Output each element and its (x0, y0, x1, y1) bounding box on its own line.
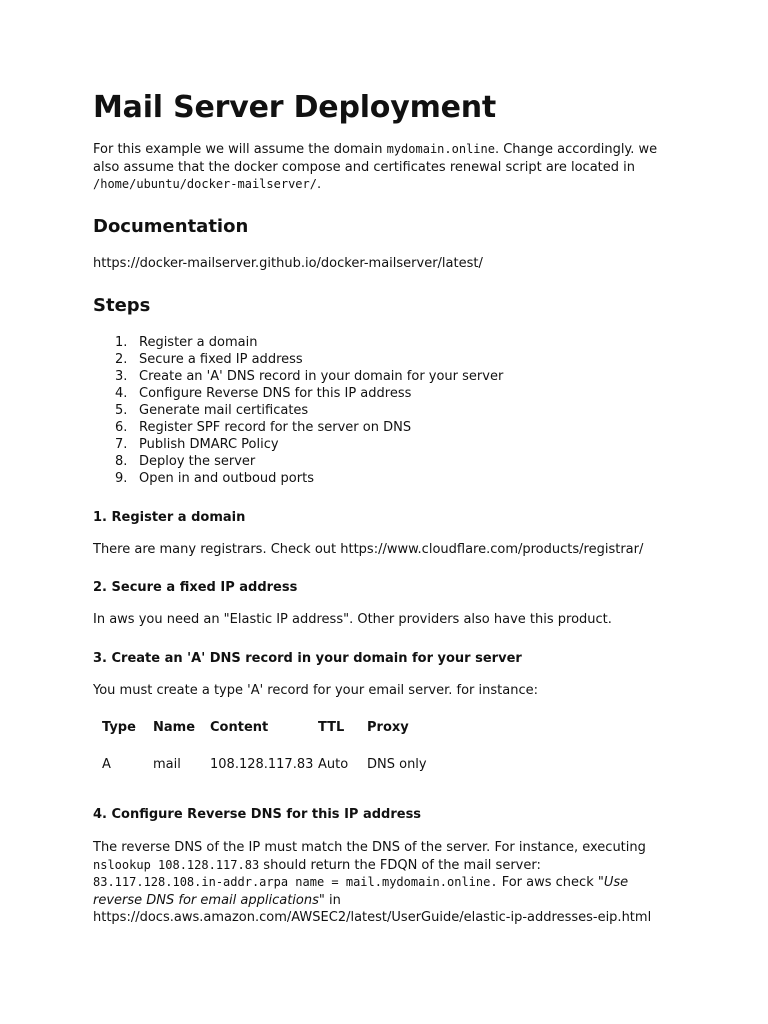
section-4-text-2: should return the FDQN of the mail server: (259, 857, 541, 873)
step-label: Publish DMARC Policy (139, 437, 279, 452)
step-number: 4. (115, 386, 128, 401)
intro-text-1: For this example we will assume the domain (93, 142, 387, 157)
table-row (93, 742, 447, 786)
intro-text-3: . (316, 177, 322, 192)
step-label: Open in and outboud ports (139, 471, 314, 486)
cell-ttl: Auto (318, 756, 349, 772)
cell-name: mail (153, 756, 181, 772)
section-4-result-code: 83.117.128.108.in-addr.arpa name = mail.mydomain.online. (93, 875, 498, 889)
step-number: 7. (115, 437, 128, 452)
documentation-url: https://docker-mailserver.github.io/docker-mailserver/latest/ (93, 256, 483, 271)
cell-type: A (102, 756, 111, 772)
list-item (115, 436, 659, 453)
step-label: Create an 'A' DNS record in your domain for your server (139, 369, 504, 384)
step-number: 8. (115, 454, 128, 469)
step-label: Register SPF record for the server on DNS (139, 420, 412, 435)
column-header-name: Name (153, 719, 196, 735)
step-number: 2. (115, 352, 128, 367)
section-3-heading: 3. Create an 'A' DNS record in your domain for your server (93, 651, 522, 666)
section-4-paragraph (93, 839, 668, 927)
list-item (115, 351, 659, 368)
section-1-text: There are many registrars. Check out https://www.cloudflare.com/products/registrar/ (93, 542, 644, 557)
section-4-text-1: The reverse DNS of the IP must match the DNS of the server. For instance, executing (93, 840, 646, 855)
section-1-heading: 1. Register a domain (93, 510, 246, 525)
step-number: 9. (115, 471, 128, 486)
intro-path-code: /home/ubuntu/docker-mailserver/ (93, 177, 317, 191)
intro-domain-code: mydomain.online (386, 142, 495, 156)
step-label: Generate mail certificates (139, 403, 309, 418)
list-item (115, 453, 659, 470)
step-number: 3. (115, 369, 128, 384)
section-4-text-4: " in https://docs.aws.amazon.com/AWSEC2/latest/UserGuide/elastic-ip-addresses-eip.html (93, 892, 652, 925)
step-label: Deploy the server (139, 454, 256, 469)
section-4-emphasis: Use reverse DNS for email applications (93, 875, 629, 908)
column-header-ttl: TTL (318, 719, 345, 735)
section-4-text-3: For aws check " (497, 875, 604, 890)
section-2-text: In aws you need an "Elastic IP address". Other providers also have this product. (93, 612, 612, 627)
step-label: Configure Reverse DNS for this IP address (139, 386, 412, 401)
section-3-text: You must create a type 'A' record for your email server. for instance: (93, 683, 538, 698)
cell-content: 108.128.117.83 (210, 756, 314, 772)
column-header-type: Type (102, 719, 136, 735)
step-label: Register a domain (139, 335, 258, 350)
documentation-heading: Documentation (93, 216, 249, 237)
steps-list (93, 334, 659, 487)
list-item (115, 385, 659, 402)
column-header-content: Content (210, 719, 269, 735)
steps-heading: Steps (93, 295, 151, 316)
intro-paragraph (93, 141, 668, 194)
dns-record-table (93, 712, 447, 786)
step-number: 5. (115, 403, 128, 418)
cell-proxy: DNS only (367, 756, 427, 772)
step-label: Secure a fixed IP address (139, 352, 303, 367)
list-item (115, 368, 659, 385)
table-header-row (93, 712, 447, 742)
list-item (115, 334, 659, 351)
step-number: 1. (115, 335, 128, 350)
section-2-heading: 2. Secure a fixed IP address (93, 580, 298, 595)
list-item (115, 470, 659, 487)
list-item (115, 419, 659, 436)
column-header-proxy: Proxy (367, 719, 409, 735)
list-item (115, 402, 659, 419)
step-number: 6. (115, 420, 128, 435)
section-4-command-code: nslookup 108.128.117.83 (93, 857, 260, 872)
intro-text-2: . Change accordingly. we also assume that the docker compose and certificates renewal script are located in (93, 142, 658, 175)
section-4-heading: 4. Configure Reverse DNS for this IP address (93, 807, 422, 822)
page-title: Mail Server Deployment (93, 90, 497, 125)
